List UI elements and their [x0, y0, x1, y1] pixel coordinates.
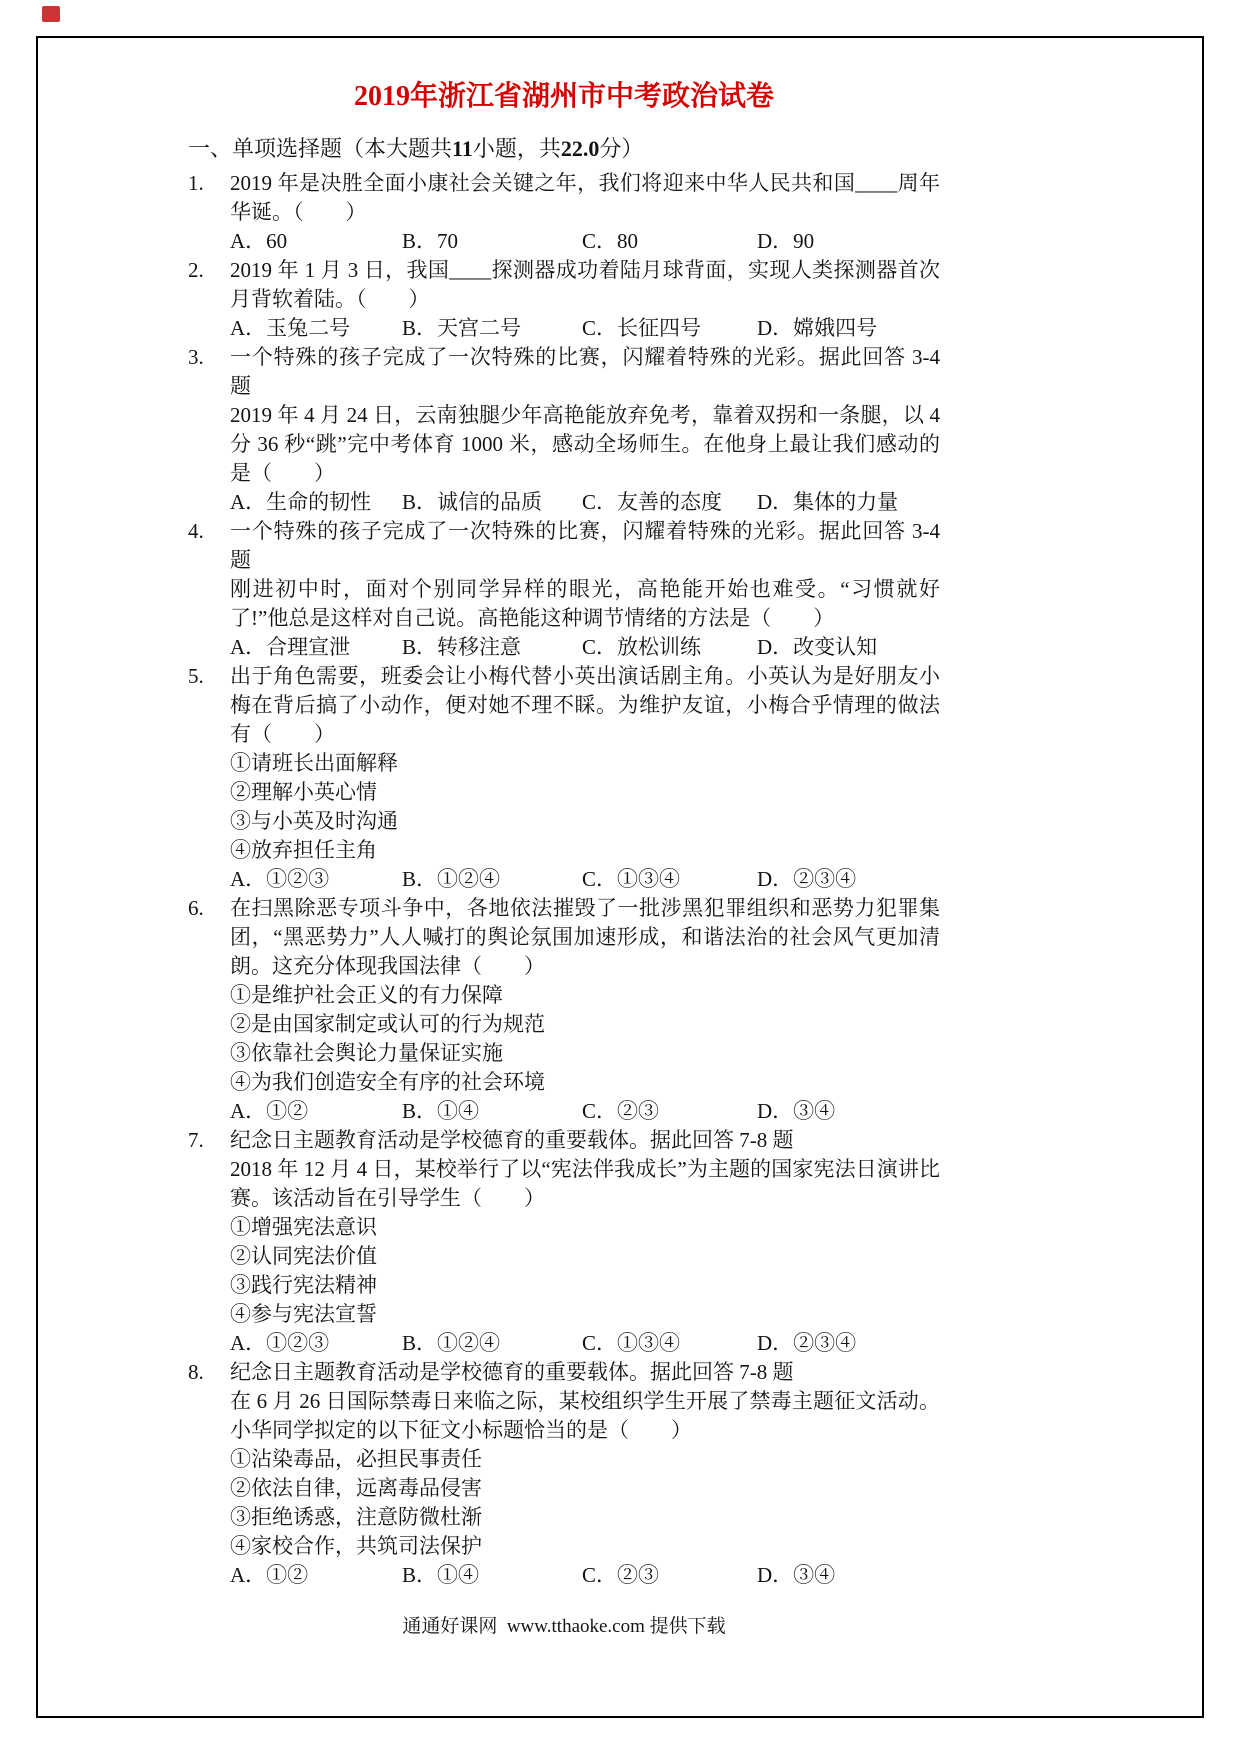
option: C．80 [582, 229, 639, 253]
section-header-mid: 小题，共 [472, 136, 561, 161]
options-row [230, 488, 940, 517]
question-subitem: ③践行宪法精神 [230, 1273, 377, 1297]
question-number: 8. [188, 1360, 204, 1384]
option: D．③④ [757, 1099, 836, 1123]
question-paragraph: 纪念日主题教育活动是学校德育的重要载体。据此回答 7-8 题 [230, 1128, 794, 1152]
section-header-suffix: 分） [599, 136, 644, 161]
question-paragraph: 纪念日主题教育活动是学校德育的重要载体。据此回答 7-8 题 [230, 1360, 794, 1384]
option: B．①②④ [402, 867, 501, 891]
question-subitem: ②依法自律，远离毒品侵害 [230, 1476, 482, 1500]
question-number: 1. [188, 171, 204, 195]
question-number: 6. [188, 896, 204, 920]
options-row [230, 1329, 940, 1358]
section-header-prefix: 一、单项选择题（本大题共 [188, 136, 453, 161]
question-paragraph: 一个特殊的孩子完成了一次特殊的比赛，闪耀着特殊的光彩。据此回答 3-4 题 [230, 345, 940, 398]
question-body [230, 517, 940, 662]
option: C．②③ [582, 1563, 660, 1587]
question-number: 4. [188, 519, 204, 543]
question-number: 3. [188, 345, 204, 369]
options-row [230, 227, 940, 256]
option: A．合理宣泄 [230, 635, 351, 659]
page-border-frame [36, 36, 1204, 1718]
question-subitem: ④为我们创造安全有序的社会环境 [230, 1070, 545, 1094]
question-body [230, 894, 940, 1126]
question [188, 894, 940, 1126]
section-question-count: 11 [452, 136, 473, 161]
question [188, 1358, 940, 1590]
question-subitem: ③拒绝诱惑，注意防微杜渐 [230, 1505, 482, 1529]
red-watermark [42, 6, 60, 22]
question-paragraph: 2019 年 4 月 24 日，云南独腿少年高艳能放弃免考，靠着双拐和一条腿，以 4 分 36 秒“跳”完中考体育 1000 米，感动全场师生。在他身上最让我们感动的是（ ） [230, 403, 940, 485]
page-footer: 通通好课网 www.tthaoke.com 提供下载 [402, 1616, 726, 1637]
option: A．①② [230, 1563, 309, 1587]
option: D．②③④ [757, 1331, 857, 1355]
option: C．①③④ [582, 1331, 681, 1355]
question-paragraph: 出于角色需要，班委会让小梅代替小英出演话剧主角。小英认为是好朋友小梅在背后搞了小动作，便对她不理不睬。为维护友谊，小梅合乎情理的做法有（ ） [230, 664, 940, 746]
question-body [230, 1126, 940, 1358]
question [188, 517, 940, 662]
option: A．①②③ [230, 867, 330, 891]
option: D．②③④ [757, 867, 857, 891]
option: B．转移注意 [402, 635, 522, 659]
option: A．①② [230, 1099, 309, 1123]
option: C．长征四号 [582, 316, 702, 340]
question-body [230, 169, 940, 256]
option: C．放松训练 [582, 635, 702, 659]
option: B．①④ [402, 1563, 480, 1587]
option: D．嫦娥四号 [757, 316, 878, 340]
question-paragraph: 2018 年 12 月 4 日，某校举行了以“宪法伴我成长”为主题的国家宪法日演讲比赛。该活动旨在引导学生（ ） [230, 1157, 940, 1210]
question-subitem: ①沾染毒品，必担民事责任 [230, 1447, 482, 1471]
question-paragraph: 在 6 月 26 日国际禁毒日来临之际，某校组织学生开展了禁毒主题征文活动。小华同学拟定的以下征文小标题恰当的是（ ） [230, 1389, 940, 1442]
option: C．友善的态度 [582, 490, 723, 514]
question-number: 5. [188, 664, 204, 688]
option: B．天宫二号 [402, 316, 522, 340]
option: D．集体的力量 [757, 490, 899, 514]
question-body [230, 662, 940, 894]
question-subitem: ①是维护社会正义的有力保障 [230, 983, 503, 1007]
option: A．玉兔二号 [230, 316, 351, 340]
options-row [230, 865, 940, 894]
option: D．改变认知 [757, 635, 878, 659]
option: B．诚信的品质 [402, 490, 543, 514]
question-number: 7. [188, 1128, 204, 1152]
question-subitem: ②是由国家制定或认可的行为规范 [230, 1012, 545, 1036]
option: B．①④ [402, 1099, 480, 1123]
question-subitem: ②理解小英心情 [230, 780, 377, 804]
question [188, 343, 940, 517]
question-subitem: ①增强宪法意识 [230, 1215, 377, 1239]
options-row [230, 633, 940, 662]
options-row [230, 314, 940, 343]
option: D．90 [757, 229, 815, 253]
page-title: 2019年浙江省湖州市中考政治试卷 [353, 81, 774, 112]
question-subitem: ④家校合作，共筑司法保护 [230, 1534, 482, 1558]
options-row [230, 1561, 940, 1590]
question-body [230, 256, 940, 343]
question-paragraph: 在扫黑除恶专项斗争中，各地依法摧毁了一批涉黑犯罪组织和恶势力犯罪集团，“黑恶势力”人人喊打的舆论氛围加速形成，和谐法治的社会风气更加清朗。这充分体现我国法律（ ） [230, 896, 940, 978]
question [188, 662, 940, 894]
option: B．①②④ [402, 1331, 501, 1355]
options-row [230, 1097, 940, 1126]
question-paragraph: 一个特殊的孩子完成了一次特殊的比赛，闪耀着特殊的光彩。据此回答 3-4 题 [230, 519, 940, 572]
question-body [230, 343, 940, 517]
option: D．③④ [757, 1563, 836, 1587]
question-subitem: ④参与宪法宣誓 [230, 1302, 377, 1326]
question-subitem: ④放弃担任主角 [230, 838, 377, 862]
question-subitem: ③依靠社会舆论力量保证实施 [230, 1041, 503, 1065]
question-number: 2. [188, 258, 204, 282]
section-points: 22.0 [560, 136, 600, 161]
option: A．生命的韧性 [230, 490, 372, 514]
option: A．①②③ [230, 1331, 330, 1355]
question [188, 256, 940, 343]
option: C．①③④ [582, 867, 681, 891]
question [188, 1126, 940, 1358]
question-subitem: ③与小英及时沟通 [230, 809, 398, 833]
question-body [230, 1358, 940, 1590]
section-header [188, 134, 940, 164]
question-paragraph: 刚进初中时，面对个别同学异样的眼光，高艳能开始也难受。“习惯就好了!”他总是这样对自己说。高艳能这种调节情绪的方法是（ ） [230, 577, 940, 630]
question [188, 169, 940, 256]
option: B．70 [402, 229, 459, 253]
question-paragraph: 2019 年 1 月 3 日，我国____探测器成功着陆月球背面，实现人类探测器首次月背软着陆。（ ） [230, 258, 940, 311]
question-paragraph: 2019 年是决胜全面小康社会关键之年，我们将迎来中华人民共和国____周年华诞。（ ） [230, 171, 940, 224]
option: C．②③ [582, 1099, 660, 1123]
question-subitem: ①请班长出面解释 [230, 751, 398, 775]
option: A．60 [230, 229, 288, 253]
question-list [188, 169, 1202, 1590]
question-subitem: ②认同宪法价值 [230, 1244, 377, 1268]
